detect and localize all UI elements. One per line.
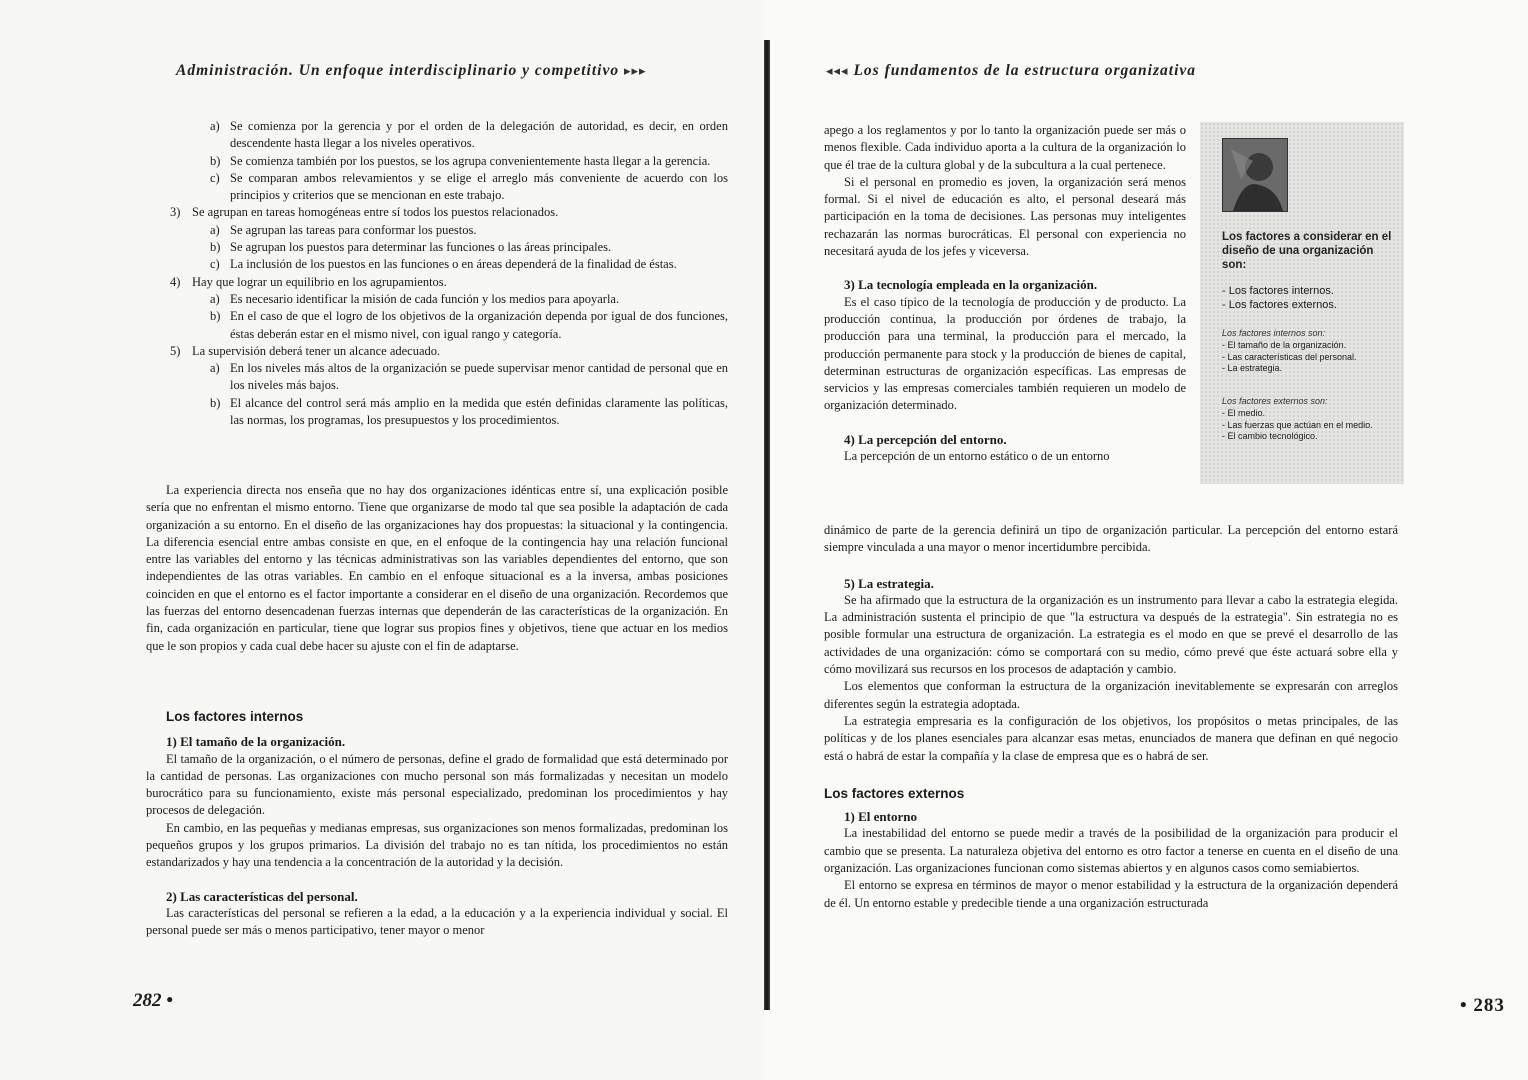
sub4-heading: 4) La percepción del entorno. [844, 431, 1007, 447]
sidebar-figure-box [1200, 122, 1404, 484]
sub3-paragraph: Es el caso típico de la tecnología de producción y de producto. La producción continua, la producción por órdenes de trabajo, la producción para una terminal, la producción para el mercado, la producción permanente para stock y la producción de bienes de capital, determinan estructuras de organización específicas. Las empresas de servicios y las empresas comerciales también requieren un modelo de organización determinado. [824, 294, 1186, 413]
list-marker: c) [210, 257, 220, 272]
sub4-paragraph-start: La percepción de un entorno estático o de un entorno [844, 449, 1110, 464]
ext1-heading: 1) El entorno [844, 809, 917, 825]
list-item [170, 204, 728, 221]
right-page-number: • 283 [1460, 995, 1505, 1016]
sub1-paragraph-2: En cambio, en las pequeñas y medianas empresas, sus organizaciones son menos formalizadas, predominan los pequeños grupos y los grupos primarios. La división del trabajo no es tan nítida, los procedimientos no están estandarizados y hay una tendencia a la concentración de la autoridad y la decisión. [146, 820, 728, 870]
sub1-heading: 1) El tamaño de la organización. [166, 734, 346, 750]
right-arrows-icon: ▸▸▸ [623, 63, 647, 78]
sub5-heading: 5) La estrategia. [844, 575, 934, 591]
list-text: Se comparan ambos relevamientos y se elige el arreglo más conveniente de acuerdo con los principios y criterios que se mencionan en este trabajo. [230, 170, 728, 203]
right-column-block [824, 122, 1186, 465]
list-text: En los niveles más altos de la organización se puede supervisar menor cantidad de personal que en los niveles más bajos. [230, 361, 728, 393]
list-text: Es necesario identificar la misión de cada función y los medios para apoyarla. [230, 291, 620, 306]
intro-paragraph: La experiencia directa nos enseña que no hay dos organizaciones idénticas entre sí, una explicación posible sería que no enfrentan el mismo entorno. Tiene que organizarse de modo tal que sea posible la adaptación de cada organización a su entorno. En el diseño de las organizaciones hay dos propuestas: la situacional y la contingencia. La diferencia esencial entre ambas consiste en que, en el enfoque de la contingencia hay una relación funcional entre las variables del entorno y las técnicas administrativas son las variables dependientes del entorno, que son independientes de las otras variables. En cambio en el enfoque situacional es a la inversa, ambas posiciones coinciden en que el entorno es el factor importante a considerar en el diseño de una organización. Recordemos que las fuerzas del entorno desencadenan fuerzas internas que dependerán de las características de la organización. En fin, cada organización en particular, tiene que lograr sus propios fines y objetivos, tiene que actuar en los medios que le son propios y cada cual debe hacer su ajuste con el fin de adaptarse. [146, 483, 728, 653]
sub5-paragraph-3: La estrategia empresaria es la configuración de los objetivos, los propósitos o metas principales, de las políticas y de los planes esenciales para alcanzar esas metas, enunciados de manera que definan en qué negocio está o habrá de estar la compañía y la clase de empresa que es o habrá de ser. [824, 713, 1398, 763]
right-column-paragraph-1: apego a los reglamentos y por lo tanto la organización puede ser más o menos flexible. Cada individuo aporta a la cultura de la organización lo que él trae de la cultura global y de la subcultura a la cual pertenece. [824, 123, 1186, 172]
left-running-head-title: Administración. Un enfoque interdisciplinario y competitivo [176, 62, 620, 79]
list-marker: a) [210, 222, 220, 237]
list-item [170, 308, 728, 343]
section-external-heading: Los factores externos [824, 785, 965, 801]
sub2-paragraph-1: Las características del personal se refieren a la edad, a la educación y a la experiencia individual y social. El personal puede ser más o menos participativo, tener mayor o menor [146, 905, 728, 938]
list-marker: a) [210, 291, 220, 306]
left-page-number: 282 • [133, 990, 173, 1011]
list-marker: 4) [170, 274, 181, 289]
sidebar-list-item: - El cambio tecnológico. [1222, 431, 1318, 441]
left-intro-block [146, 482, 728, 655]
list-text: Se comienza por la gerencia y por el orden de la delegación de autoridad, es decir, en orden descendente hasta llegar a los niveles operativos. [230, 119, 728, 151]
list-text: El alcance del control será más amplio en la medida que estén definidas claramente las políticas, las normas, los programas, los presupuestos y los procedimientos. [230, 395, 728, 428]
sidebar-internal-label: Los factores internos son: [1222, 328, 1326, 338]
list-text: En el caso de que el logro de los objetivos de la organización dependa por igual de dos funciones, éstas deberán estar en el mismo nivel, con igual rango y categoría. [230, 309, 728, 341]
list-text: La supervisión deberá tener un alcance adecuado. [192, 343, 441, 358]
list-marker: b) [210, 240, 221, 255]
list-item [170, 343, 728, 360]
sub2-heading: 2) Las características del personal. [166, 888, 358, 904]
section-internal-heading: Los factores internos [166, 709, 304, 724]
ext1-paragraph-2: El entorno se expresa en términos de mayor o menor estabilidad y la estructura de la organización dependerá de él. Un entorno estable y predecible tiende a una organización estructurada [824, 878, 1398, 910]
sub1-paragraph-1: El tamaño de la organización, o el número de personas, define el grado de formalidad que está determinado por la cantidad de personas. Las organizaciones con mucho personal son más formalizadas y necesitan un modelo burocrático para su funcionamiento, existe más personal especializado, predominan los procedimientos y hay procesos de delegación. [146, 751, 728, 818]
list-marker: b) [210, 309, 221, 324]
sidebar-list-item: - La estrategia. [1222, 363, 1283, 373]
sidebar-internal-list [1222, 340, 1402, 375]
list-text: Se agrupan en tareas homogéneas entre sí todos los puestos relacionados. [192, 205, 559, 220]
sub3-heading: 3) La tecnología empleada en la organización. [844, 277, 1098, 293]
sidebar-external-label: Los factores externos son: [1222, 396, 1328, 406]
sidebar-list-item: - Los factores externos. [1222, 299, 1337, 311]
list-item [170, 170, 728, 205]
left-running-head [176, 62, 647, 80]
list-item [170, 274, 728, 291]
right-page [770, 0, 1528, 1080]
sidebar-title: Los factores a considerar en el diseño de una organización son: [1222, 231, 1392, 271]
list-marker: a) [210, 361, 220, 376]
list-item [170, 291, 728, 308]
list-item [170, 118, 728, 153]
list-text: Se agrupan las tareas para conformar los puestos. [230, 222, 477, 237]
sub4-paragraph-continued: dinámico de parte de la gerencia definirá un tipo de organización particular. La percepción del entorno estará siempre vinculada a una mayor o menor incertidumbre percibida. [824, 523, 1398, 555]
ext1-paragraph-1: La inestabilidad del entorno se puede medir a través de la posibilidad de la organización para producir el cambio que se presenta. La naturaleza objetiva del entorno es otro factor a tenerse en cuenta en el diseño de una organización. Las organizaciones funcionan como sistemas abiertos y en algunos casos como semiabiertos. [824, 826, 1398, 876]
left-numbered-list [170, 118, 728, 429]
list-item [170, 395, 728, 430]
list-text: Se comienza también por los puestos, se los agrupa convenientemente hasta llegar a la gerencia. [230, 153, 711, 168]
list-item [170, 222, 728, 239]
list-marker: b) [210, 395, 221, 410]
list-marker: 5) [170, 343, 181, 358]
list-item [170, 256, 728, 273]
internal-factors-block [146, 708, 728, 940]
list-item [170, 239, 728, 256]
list-marker: a) [210, 119, 220, 133]
sidebar-list-item: - Los factores internos. [1222, 285, 1334, 297]
sidebar-list-item: - El medio. [1222, 408, 1266, 418]
sidebar-primary-list [1222, 284, 1402, 312]
sidebar-list-item: - Las características del personal. [1222, 351, 1357, 362]
right-full-width-block [824, 522, 1398, 912]
list-item [170, 360, 728, 395]
sidebar-external-list [1222, 408, 1402, 443]
left-arrows-icon: ◂◂◂ [826, 63, 849, 78]
list-marker: b) [210, 153, 221, 168]
list-item [170, 153, 728, 170]
sub5-paragraph-2: Los elementos que conforman la estructura de la organización inevitablemente se expresarán con arreglos diferentes según la estrategia adoptada. [824, 679, 1398, 711]
list-marker: c) [210, 170, 220, 185]
list-marker: 3) [170, 205, 181, 220]
sidebar-list-item: - Las fuerzas que actúan en el medio. [1222, 419, 1373, 430]
sidebar-list-item: - El tamaño de la organización. [1222, 340, 1347, 350]
right-running-head [826, 62, 1196, 80]
list-text: La inclusión de los puestos en las funciones o en áreas dependerá de la finalidad de éstas. [230, 257, 677, 272]
right-running-head-title: Los fundamentos de la estructura organizativa [853, 62, 1197, 79]
list-text: Hay que lograr un equilibrio en los agrupamientos. [192, 274, 447, 289]
sub5-paragraph-1: Se ha afirmado que la estructura de la organización es un instrumento para llevar a cabo la estrategia elegida. La administración sustenta el principio de que "la estructura va después de la estrategia". Sin estrategia no es posible formular una estructura de organización. La estrategia es el modo en que se prevé el desarrollo de las actividades de una organización: cómo se comportará con su medio, cómo prevé que éste actuará sobre ella y cómo movilizará sus recursos en los procesos de adaptación y cambio. [824, 592, 1398, 677]
right-column-paragraph-2: Si el personal en promedio es joven, la organización será menos formal. Si el nivel de educación es alto, el personal deseará más participación en la toma de decisiones. Las personas muy inteligentes rechazarán las normas burocráticas. El personal con experiencia no necesitará ayuda de los jefes y viceversa. [824, 174, 1186, 259]
sidebar-photo [1222, 138, 1288, 212]
portrait-icon [1223, 139, 1287, 211]
list-text: Se agrupan los puestos para determinar las funciones o las áreas principales. [230, 240, 612, 255]
